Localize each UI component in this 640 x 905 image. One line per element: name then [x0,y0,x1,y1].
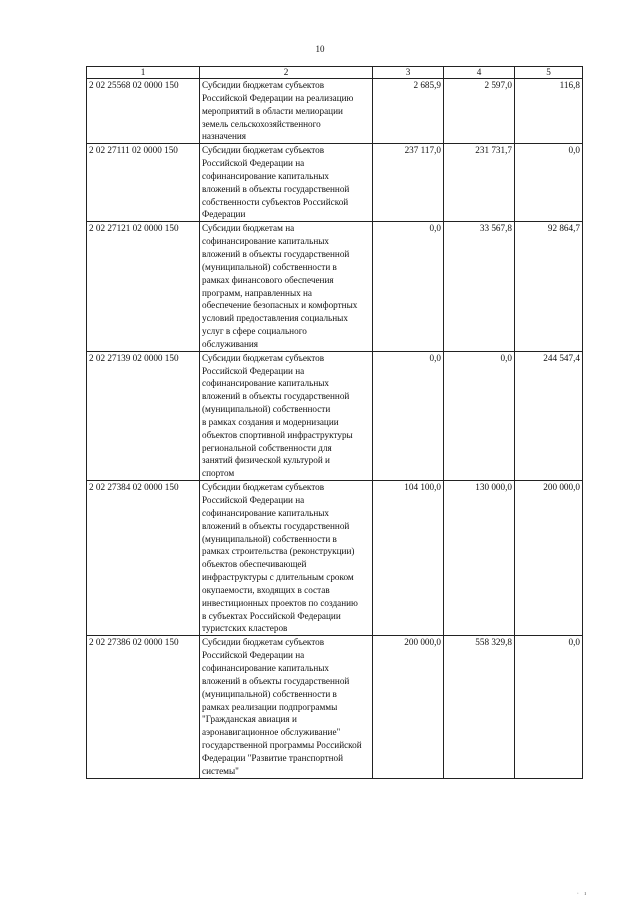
row-value-col5: 200 000,0 [515,481,583,636]
row-value-col4: 33 567,8 [444,222,515,351]
table-header [87,67,583,79]
row-code: 2 02 27111 02 0000 150 [87,144,200,222]
row-code: 2 02 27139 02 0000 150 [87,351,200,480]
row-value-col5: 92 864,7 [515,222,583,351]
row-description: Субсидии бюджетам на софинансирование капитальных вложений в объекты государственной (муниципальной) собственности в рамках финансового обеспечения программ, направленных на обеспечение безопасных и комфортных условий предоставления социальных услуг в сфере социального обслуживания [200,222,373,351]
row-value-col3: 104 100,0 [373,481,444,636]
table-row [87,636,583,778]
row-value-col5: 0,0 [515,144,583,222]
column-header-3: 3 [373,67,444,79]
column-header-5: 5 [515,67,583,79]
row-value-col3: 237 117,0 [373,144,444,222]
row-description: Субсидии бюджетам субъектов Российской Федерации на софинансирование капитальных вложений в объекты государственной (муниципальной) собственности в рамках создания и модернизации объектов спортивной инфраструктуры региональной собственности для занятий физической культурой и спортом [200,351,373,480]
row-value-col3: 2 685,9 [373,79,444,144]
row-code: 2 02 27386 02 0000 150 [87,636,200,778]
row-value-col3: 200 000,0 [373,636,444,778]
row-value-col5: 0,0 [515,636,583,778]
row-value-col5: 244 547,4 [515,351,583,480]
row-description: Субсидии бюджетам субъектов Российской Федерации на софинансирование капитальных вложений в объекты государственной собственности субъектов Российской Федерации [200,144,373,222]
table-row [87,79,583,144]
budget-table [86,66,583,779]
row-code: 2 02 27121 02 0000 150 [87,222,200,351]
row-value-col5: 116,8 [515,79,583,144]
row-value-col3: 0,0 [373,222,444,351]
column-header-1: 1 [87,67,200,79]
row-description: Субсидии бюджетам субъектов Российской Федерации на реализацию мероприятий в области мелиорации земель сельскохозяйственного назначения [200,79,373,144]
row-description: Субсидии бюджетам субъектов Российской Федерации на софинансирование капитальных вложений в объекты государственной (муниципальной) собственности в рамках реализации подпрограммы "Гражданская авиация и аэронавигационное обслуживание" государственной программы Российской Федерации "Развитие транспортной системы" [200,636,373,778]
row-value-col4: 2 597,0 [444,79,515,144]
table-row [87,222,583,351]
row-value-col4: 130 000,0 [444,481,515,636]
table-body [87,79,583,779]
header-row [87,67,583,79]
table-row [87,351,583,480]
corner-mark: · ı [576,891,588,897]
column-header-4: 4 [444,67,515,79]
column-header-2: 2 [200,67,373,79]
page-number: 10 [315,44,325,54]
row-value-col4: 558 329,8 [444,636,515,778]
table-row [87,481,583,636]
row-value-col4: 231 731,7 [444,144,515,222]
table-row [87,144,583,222]
row-value-col3: 0,0 [373,351,444,480]
row-value-col4: 0,0 [444,351,515,480]
row-code: 2 02 27384 02 0000 150 [87,481,200,636]
row-description: Субсидии бюджетам субъектов Российской Федерации на софинансирование капитальных вложений в объекты государственной (муниципальной) собственности в рамках строительства (реконструкции) объектов обеспечивающей инфраструктуры с длительным сроком окупаемости, входящих в состав инвестиционных проектов по созданию в субъектах Российской Федерации туристских кластеров [200,481,373,636]
row-code: 2 02 25568 02 0000 150 [87,79,200,144]
